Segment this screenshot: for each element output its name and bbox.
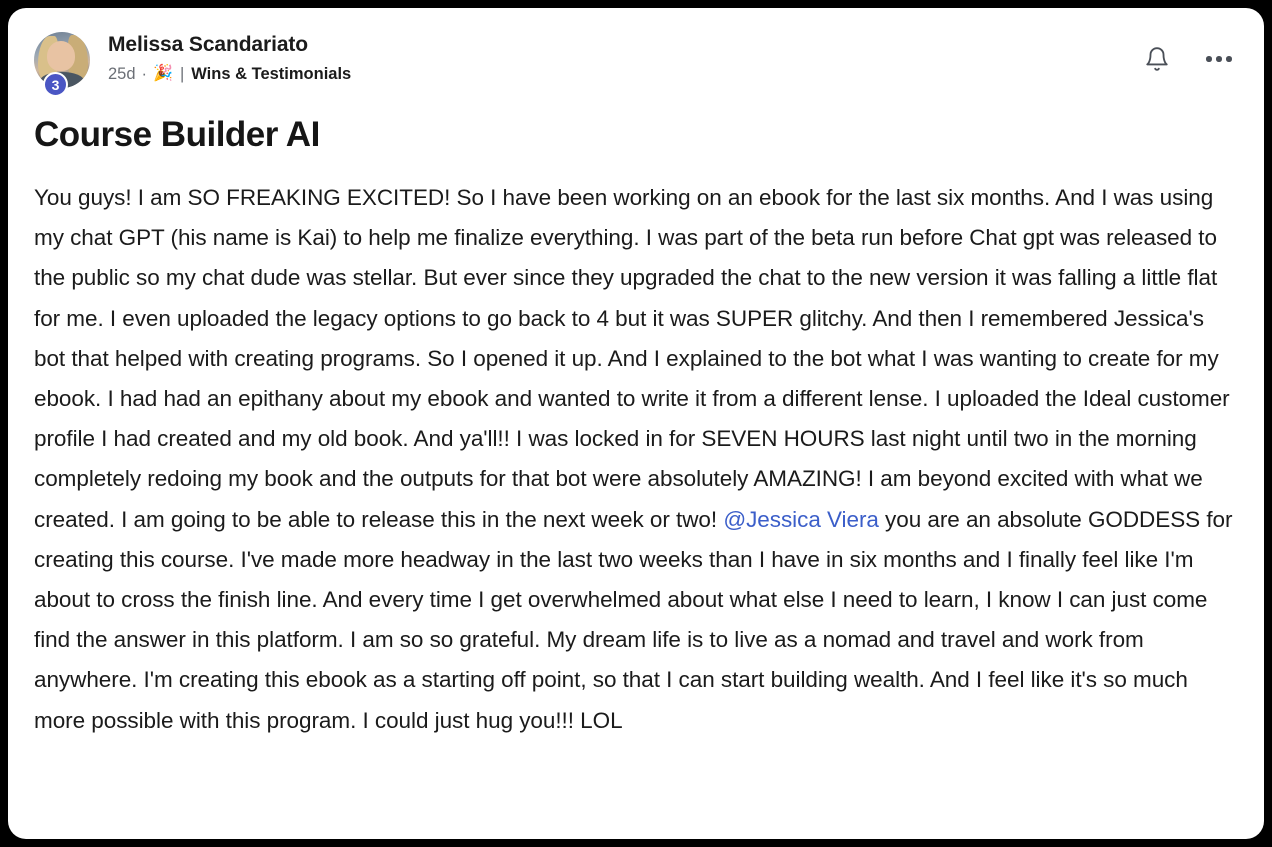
avatar[interactable] (34, 32, 90, 93)
post-body-part-2: you are an absolute GODDESS for creating this course. I've made more headway in the last two weeks than I have in six months and I finally feel like I'm about to cross the finish line. And every time I get overwhelmed about what else I need to learn, I know I can just come find the answer in this platform. I am so so grateful. My dream life is to live as a nomad and travel and work from anywhere. I'm creating this ebook as a starting off point, so that I can start building wealth. And I feel like it's so much more possible with this program. I could just hug you!!! LOL (34, 506, 1233, 733)
bell-icon[interactable] (1140, 42, 1174, 76)
post-body (34, 178, 1238, 741)
avatar-level-badge: 3 (43, 72, 68, 97)
post-meta (108, 63, 351, 85)
post-header-text (108, 30, 351, 85)
more-options-dots (1206, 56, 1232, 62)
post-timestamp: 25d (108, 65, 136, 83)
post-header (8, 8, 1264, 93)
party-popper-icon: 🎉 (153, 65, 173, 82)
meta-separator: | (179, 65, 185, 83)
space-name-link[interactable]: Wins & Testimonials (191, 65, 352, 83)
more-options-icon[interactable] (1202, 42, 1236, 76)
meta-dot: · (141, 65, 148, 83)
post-header-actions (1140, 42, 1236, 76)
mention-link[interactable]: @Jessica Viera (723, 506, 879, 532)
avatar-decoration (47, 41, 75, 71)
page-title: Course Builder AI (34, 115, 320, 154)
post-body-part-1: You guys! I am SO FREAKING EXCITED! So I have been working on an ebook for the last six months. And I was using my chat GPT (his name is Kai) to help me finalize everything. I was part of the beta run before Chat gpt was released to the public so my chat dude was stellar. But ever since they upgraded the chat to the new version it was falling a little flat for me. I even uploaded the legacy options to go back to 4 but it was SUPER glitchy. And then I remembered Jessica's bot that helped with creating programs. So I opened it up. And I explained to the bot what I was wanting to create for my ebook. I had had an epithany about my ebook and wanted to write it from a different lense. I uploaded the Ideal customer profile I had created and my old book. And ya'll!! I was locked in for SEVEN HOURS last night until two in the morning completely redoing my book and the outputs for that bot were absolutely AMAZING! I am beyond excited with what we created. I am going to be able to release this in the next week or two! (34, 185, 1230, 532)
author-name[interactable]: Melissa Scandariato (108, 33, 309, 56)
post-card (8, 8, 1264, 839)
